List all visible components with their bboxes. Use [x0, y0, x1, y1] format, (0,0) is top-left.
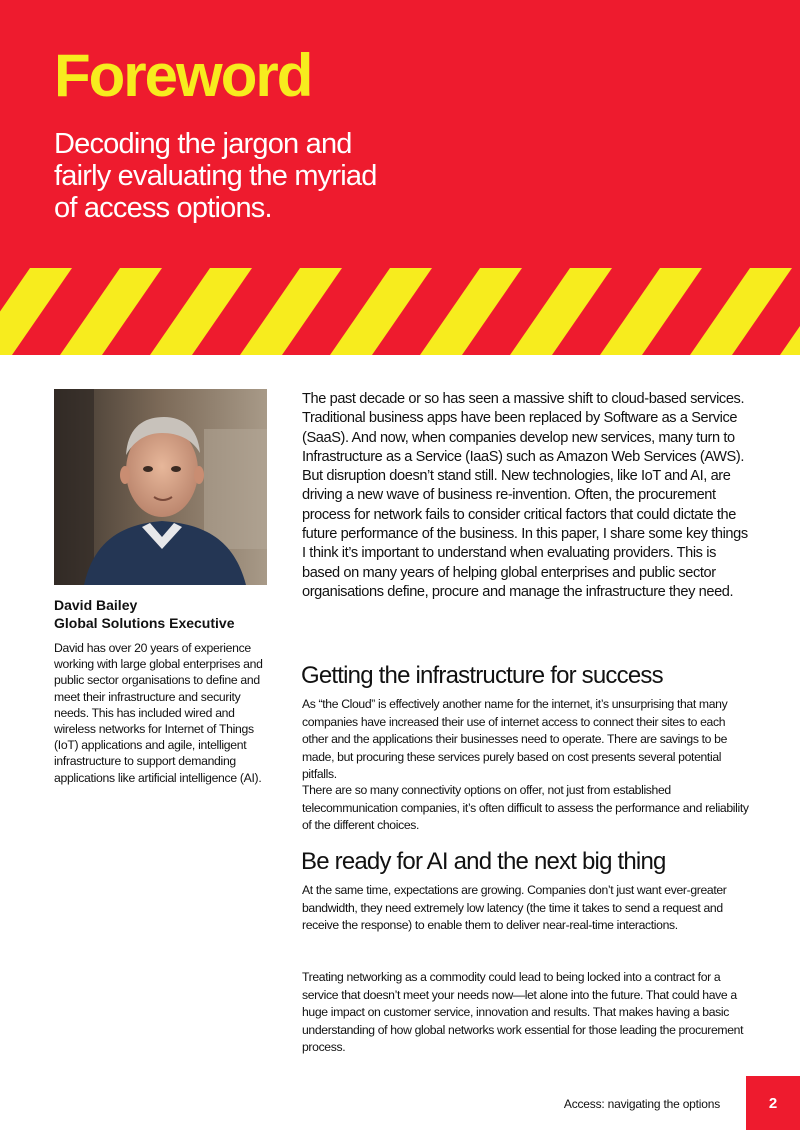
subtitle-line: Decoding the jargon and: [54, 128, 352, 160]
hazard-stripe: [420, 268, 522, 355]
hazard-stripe: [600, 268, 702, 355]
body-paragraph: At the same time, expectations are growing. Companies don’t just want ever-greater bandwidth, they need extremely low latency (the time it takes to send a request and receive the response) to enable them to deliver near-real-time interactions.: [302, 883, 727, 932]
subtitle-line: fairly evaluating the myriad: [54, 160, 377, 192]
page-subtitle: [54, 128, 414, 224]
intro-paragraph: The past decade or so has seen a massive shift to cloud-based services. Traditional business apps have been replaced by Software as a Service (SaaS). And now, when companies develop new services, many turn to Infrastructure as a Service (IaaS) such as Amazon Web Services (AWS). But disruption doesn’t stand still. New technologies, like IoT and AI, are driving a new wave of business re-invention. Often, the procurement process for network fails to consider critical factors that could dictate the future performance of the business. In this paper, I share some key things I think it’s important to understand when evaluating providers. This is based on many years of helping global enterprises and public sector organisations define, procure and manage the infrastructure they need.: [302, 391, 748, 600]
author-name: David Bailey: [54, 597, 138, 613]
hero-banner: [0, 0, 800, 355]
author-role: Global Solutions Executive: [54, 615, 235, 631]
hazard-stripe: [330, 268, 432, 355]
body-paragraph: As “the Cloud” is effectively another name for the internet, it’s unsurprising that many companies have increased their use of internet access to connect their sites to each other and the applications their businesses need to operate. There are savings to be made, but procuring these services purely based on cost presents several potential pitfalls.: [302, 697, 728, 781]
section-heading: Be ready for AI and the next big thing: [301, 848, 666, 875]
hazard-stripe: [510, 268, 612, 355]
hazard-stripe: [690, 268, 792, 355]
hazard-stripe: [60, 268, 162, 355]
section-heading: Getting the infrastructure for success: [301, 662, 663, 689]
page-number-box: [746, 1076, 800, 1130]
author-photo: [54, 389, 267, 585]
body-paragraph: Treating networking as a commodity could lead to being locked into a contract for a service that doesn’t meet your needs now—let alone into the future. That could have a huge impact on customer service, innovation and results. That makes having a basic understanding of how global networks work essential for those leading the procurement process.: [302, 970, 744, 1054]
hazard-stripe: [240, 268, 342, 355]
footer-label: Access: navigating the options: [563, 1097, 720, 1111]
hazard-stripes: [0, 268, 800, 355]
page-number: 2: [768, 1095, 778, 1112]
author-bio: David has over 20 years of experience working with large global enterprises and public sector organisations to define and meet their infrastructure and security needs. This has included wired and wireless networks for Internet of Things (IoT) applications and agile, intelligent infrastructure to support demanding applications like artificial intelligence (AI).: [54, 641, 263, 785]
body-paragraph: There are so many connectivity options on offer, not just from established telecommunication companies, it’s often difficult to assess the performance and reliability of the different choices.: [302, 783, 749, 832]
subtitle-line: of access options.: [54, 192, 272, 224]
hazard-stripe: [150, 268, 252, 355]
page-title: Foreword: [54, 42, 312, 109]
hazard-stripe: [0, 268, 72, 355]
